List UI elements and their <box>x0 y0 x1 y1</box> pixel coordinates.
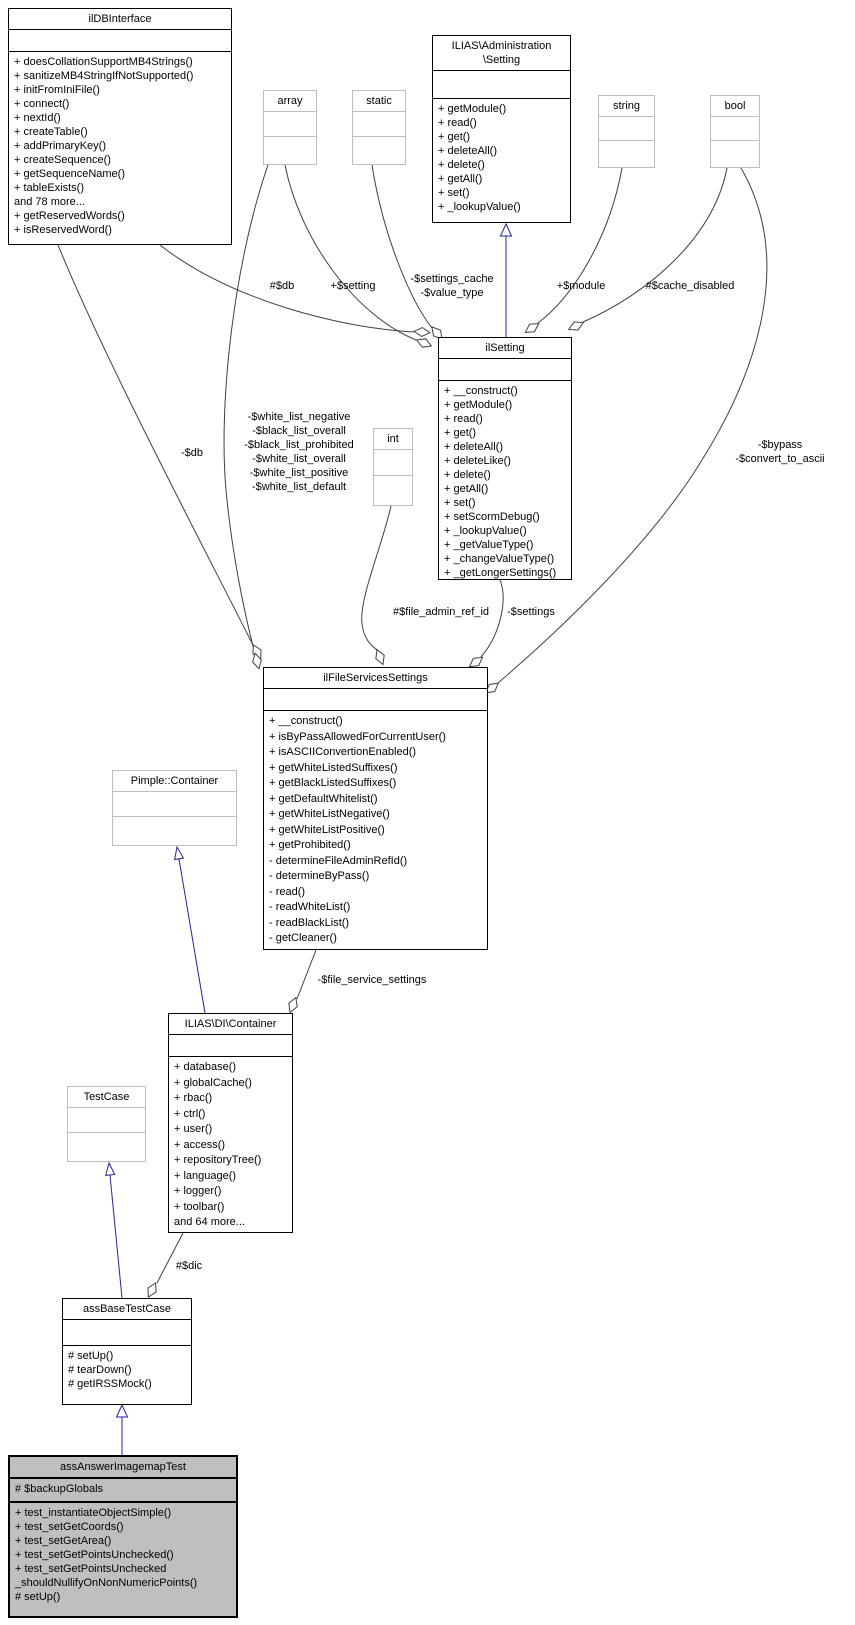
class-title: ILIAS\DI\Container <box>169 1014 292 1035</box>
edge-label-line: -$bypass <box>757 439 803 451</box>
method-line: + get() <box>444 427 477 439</box>
method-line: # setUp() <box>15 1591 61 1603</box>
attribute-line: # $backupGlobals <box>15 1483 104 1495</box>
class-attributes-empty <box>264 689 487 711</box>
method-line: # tearDown() <box>68 1364 132 1376</box>
method-line: + initFromIniFile() <box>14 84 100 96</box>
arrow-inherit-adminsetting <box>501 224 512 236</box>
method-line: # getIRSSMock() <box>68 1378 152 1390</box>
edge-label-line: -$black_list_prohibited <box>244 439 354 451</box>
method-line: + set() <box>444 497 476 509</box>
edge-label-line: -$value_type <box>420 287 484 299</box>
method-line: + connect() <box>14 98 70 110</box>
edge-label-settings-cache <box>410 272 493 300</box>
method-line: + rbac() <box>174 1092 213 1104</box>
edge-label-cache-disabled: #$cache_disabled <box>645 280 735 292</box>
method-line: + _lookupValue() <box>438 201 521 213</box>
class-methods <box>439 381 571 583</box>
edge-label-file-service-settings: -$file_service_settings <box>317 974 427 986</box>
method-line: + test_setGetArea() <box>15 1535 112 1547</box>
class-methods <box>63 1346 191 1394</box>
class-methods-empty <box>113 817 236 823</box>
method-line: - readBlackList() <box>269 916 350 929</box>
method-line: - determineFileAdminRefId() <box>269 854 408 867</box>
method-line: + createTable() <box>14 126 88 138</box>
method-line: + getWhiteListPositive() <box>269 823 385 836</box>
method-line: + _changeValueType() <box>444 553 555 565</box>
method-line: + delete() <box>438 159 485 171</box>
class-attributes-empty <box>439 359 571 381</box>
method-line: + createSequence() <box>14 154 111 166</box>
class-attributes-empty <box>169 1035 292 1057</box>
edge-label-dic: #$dic <box>175 1260 203 1272</box>
class-testcase <box>67 1086 146 1162</box>
method-line: - getCleaner() <box>269 932 337 944</box>
method-line: # setUp() <box>68 1350 114 1362</box>
class-assBaseTestCase[interactable] <box>62 1298 192 1405</box>
class-title: string <box>599 96 654 117</box>
method-line: + test_setGetCoords() <box>15 1521 124 1533</box>
diamond-file-service-settings <box>286 996 300 1014</box>
class-title: ilDBInterface <box>9 9 231 30</box>
diamond-cache-disabled <box>567 319 585 334</box>
method-line: + sanitizeMB4StringIfNotSupported() <box>14 70 194 82</box>
class-attributes-empty <box>264 112 316 137</box>
method-line: + getSequenceName() <box>14 168 125 180</box>
class-ilDBInterface[interactable] <box>8 8 232 245</box>
method-line: + test_setGetPointsUnchecked <box>15 1563 167 1575</box>
method-line: and 64 more... <box>174 1216 245 1228</box>
class-methods-empty <box>264 137 316 143</box>
class-attributes-empty <box>63 1320 191 1346</box>
class-title: int <box>374 429 412 450</box>
method-line: + isByPassAllowedForCurrentUser() <box>269 730 446 743</box>
edge-inherit-di-pimple <box>179 859 205 1013</box>
class-ilFileServicesSettings[interactable] <box>263 667 488 950</box>
class-title: assAnswerImagemapTest <box>10 1457 236 1479</box>
method-line: + get() <box>438 131 471 143</box>
class-title: TestCase <box>68 1087 145 1108</box>
method-line: + getProhibited() <box>269 839 351 851</box>
method-line: + language() <box>174 1169 237 1182</box>
method-line: + deleteAll() <box>438 145 498 157</box>
method-line: + getDefaultWhitelist() <box>269 792 378 805</box>
method-line: + database() <box>174 1061 237 1073</box>
method-line: + getAll() <box>438 173 483 185</box>
method-line: + getModule() <box>444 399 513 411</box>
edge-label-db: #$db <box>269 280 295 292</box>
method-line: - read() <box>269 885 306 898</box>
method-line: + getWhiteListedSuffixes() <box>269 761 398 774</box>
edge-label-line: -$white_list_positive <box>249 467 349 479</box>
method-line: + _getValueType() <box>444 539 534 551</box>
method-line: + isReservedWord() <box>14 224 112 236</box>
class-title: static <box>353 91 405 112</box>
diamond-file-admin-ref-id <box>373 648 387 666</box>
method-line: + deleteAll() <box>444 441 504 453</box>
method-line: + toolbar() <box>174 1200 225 1213</box>
class-attributes-empty <box>9 30 231 52</box>
class-pimple-container <box>112 770 237 846</box>
class-methods <box>169 1057 292 1234</box>
class-ilSetting[interactable] <box>438 337 572 580</box>
class-title: Pimple::Container <box>113 771 236 792</box>
method-line: + __construct() <box>444 385 518 397</box>
edge-label-line: -$settings_cache <box>410 273 494 285</box>
class-int <box>373 428 413 506</box>
method-line: + getReservedWords() <box>14 210 125 222</box>
method-line: + ctrl() <box>174 1107 206 1120</box>
class-attributes-empty <box>113 792 236 817</box>
class-methods-empty <box>353 137 405 143</box>
method-line: + read() <box>438 117 477 129</box>
class-methods-empty <box>711 141 759 147</box>
class-attributes-empty <box>433 71 570 99</box>
method-line: + access() <box>174 1138 226 1151</box>
method-line: + read() <box>444 413 483 425</box>
class-assAnswerImagemapTest[interactable] <box>8 1455 238 1618</box>
class-title <box>433 36 570 71</box>
class-array <box>263 90 317 165</box>
edge-label-line: -$convert_to_ascii <box>735 453 825 465</box>
edge-label-line: -$white_list_overall <box>252 453 346 465</box>
method-line: + repositoryTree() <box>174 1154 262 1166</box>
class-methods <box>9 52 231 240</box>
arrow-inherit-pimple <box>175 847 184 860</box>
method-line: + addPrimaryKey() <box>14 140 107 152</box>
method-line: + tableExists() <box>14 182 84 194</box>
diamond-db <box>414 327 431 337</box>
method-line: + __construct() <box>269 715 343 727</box>
method-line: + nextId() <box>14 112 61 124</box>
method-line: + getModule() <box>438 103 507 115</box>
method-line: + deleteLike() <box>444 455 511 467</box>
method-line: + set() <box>438 187 470 199</box>
edge-label-setting: +$setting <box>330 280 376 292</box>
method-line: + delete() <box>444 469 491 481</box>
class-title-line: \Setting <box>482 54 521 66</box>
class-attributes-empty <box>374 450 412 476</box>
edge-label-bypass <box>735 438 824 466</box>
method-line: + getBlackListedSuffixes() <box>269 777 397 789</box>
edge-cache-disabled-bool <box>583 168 727 322</box>
edge-label-settings: -$settings <box>507 606 555 618</box>
class-static <box>352 90 406 165</box>
method-line: _shouldNullifyOnNonNumericPoints() <box>15 1577 198 1589</box>
edge-label-line: -$white_list_negative <box>247 411 351 423</box>
edge-label-white-lists <box>244 410 353 494</box>
diamond-setting <box>415 336 433 350</box>
class-title: assBaseTestCase <box>63 1299 191 1320</box>
method-line: - readWhiteList() <box>269 901 351 913</box>
edge-label-module: +$module <box>556 280 606 292</box>
method-line: + getWhiteListNegative() <box>269 808 390 820</box>
diamond-dic <box>144 1281 159 1299</box>
class-methods <box>10 1503 236 1607</box>
method-line: + _lookupValue() <box>444 525 527 537</box>
class-title-line: ILIAS\Administration <box>451 40 552 52</box>
class-methods <box>264 711 487 950</box>
edge-file-admin-ref-id-int <box>362 506 391 650</box>
method-line: + _getLongerSettings() <box>444 567 557 579</box>
method-line: and 78 more... <box>14 196 85 208</box>
edge-inherit-assbase-testcase <box>110 1175 122 1298</box>
class-title: ilSetting <box>439 338 571 359</box>
class-attributes-empty <box>599 117 654 141</box>
method-line: + setScormDebug() <box>444 511 540 523</box>
method-line: + logger() <box>174 1185 222 1197</box>
class-title: bool <box>711 96 759 117</box>
diamond-white-lists <box>251 652 264 670</box>
method-line: - determineByPass() <box>269 870 370 882</box>
method-line: + isASCIIConvertionEnabled() <box>269 746 417 758</box>
class-attributes-empty <box>68 1108 145 1133</box>
edge-label-line: -$white_list_default <box>251 481 347 493</box>
method-line: + doesCollationSupportMB4Strings() <box>14 56 193 68</box>
edge-dic <box>157 1233 183 1283</box>
class-string <box>598 95 655 168</box>
arrow-inherit-assbase <box>117 1405 128 1417</box>
class-attributes-empty <box>353 112 405 137</box>
edge-label-db-fss: -$db <box>180 447 204 459</box>
edge-file-service-settings <box>297 950 316 999</box>
method-line: + test_setGetPointsUnchecked() <box>15 1549 174 1561</box>
class-title: array <box>264 91 316 112</box>
arrow-inherit-testcase <box>106 1163 115 1175</box>
edge-label-line: -$black_list_overall <box>252 425 346 437</box>
class-attributes <box>10 1479 236 1503</box>
class-ilias-administration-setting[interactable] <box>432 35 571 223</box>
class-methods-empty <box>599 141 654 147</box>
class-ilias-di-container[interactable] <box>168 1013 293 1233</box>
method-line: + globalCache() <box>174 1076 252 1089</box>
edge-settings-cache-static <box>372 165 432 328</box>
method-line: + test_instantiateObjectSimple() <box>15 1507 172 1519</box>
method-line: + user() <box>174 1123 213 1135</box>
class-title: ilFileServicesSettings <box>264 668 487 689</box>
edge-label-file-admin-ref-id: #$file_admin_ref_id <box>392 606 490 618</box>
class-methods <box>433 99 570 217</box>
class-bool <box>710 95 760 168</box>
class-methods-empty <box>374 476 412 482</box>
method-line: + getAll() <box>444 483 489 495</box>
class-methods-empty <box>68 1133 145 1139</box>
class-attributes-empty <box>711 117 759 141</box>
